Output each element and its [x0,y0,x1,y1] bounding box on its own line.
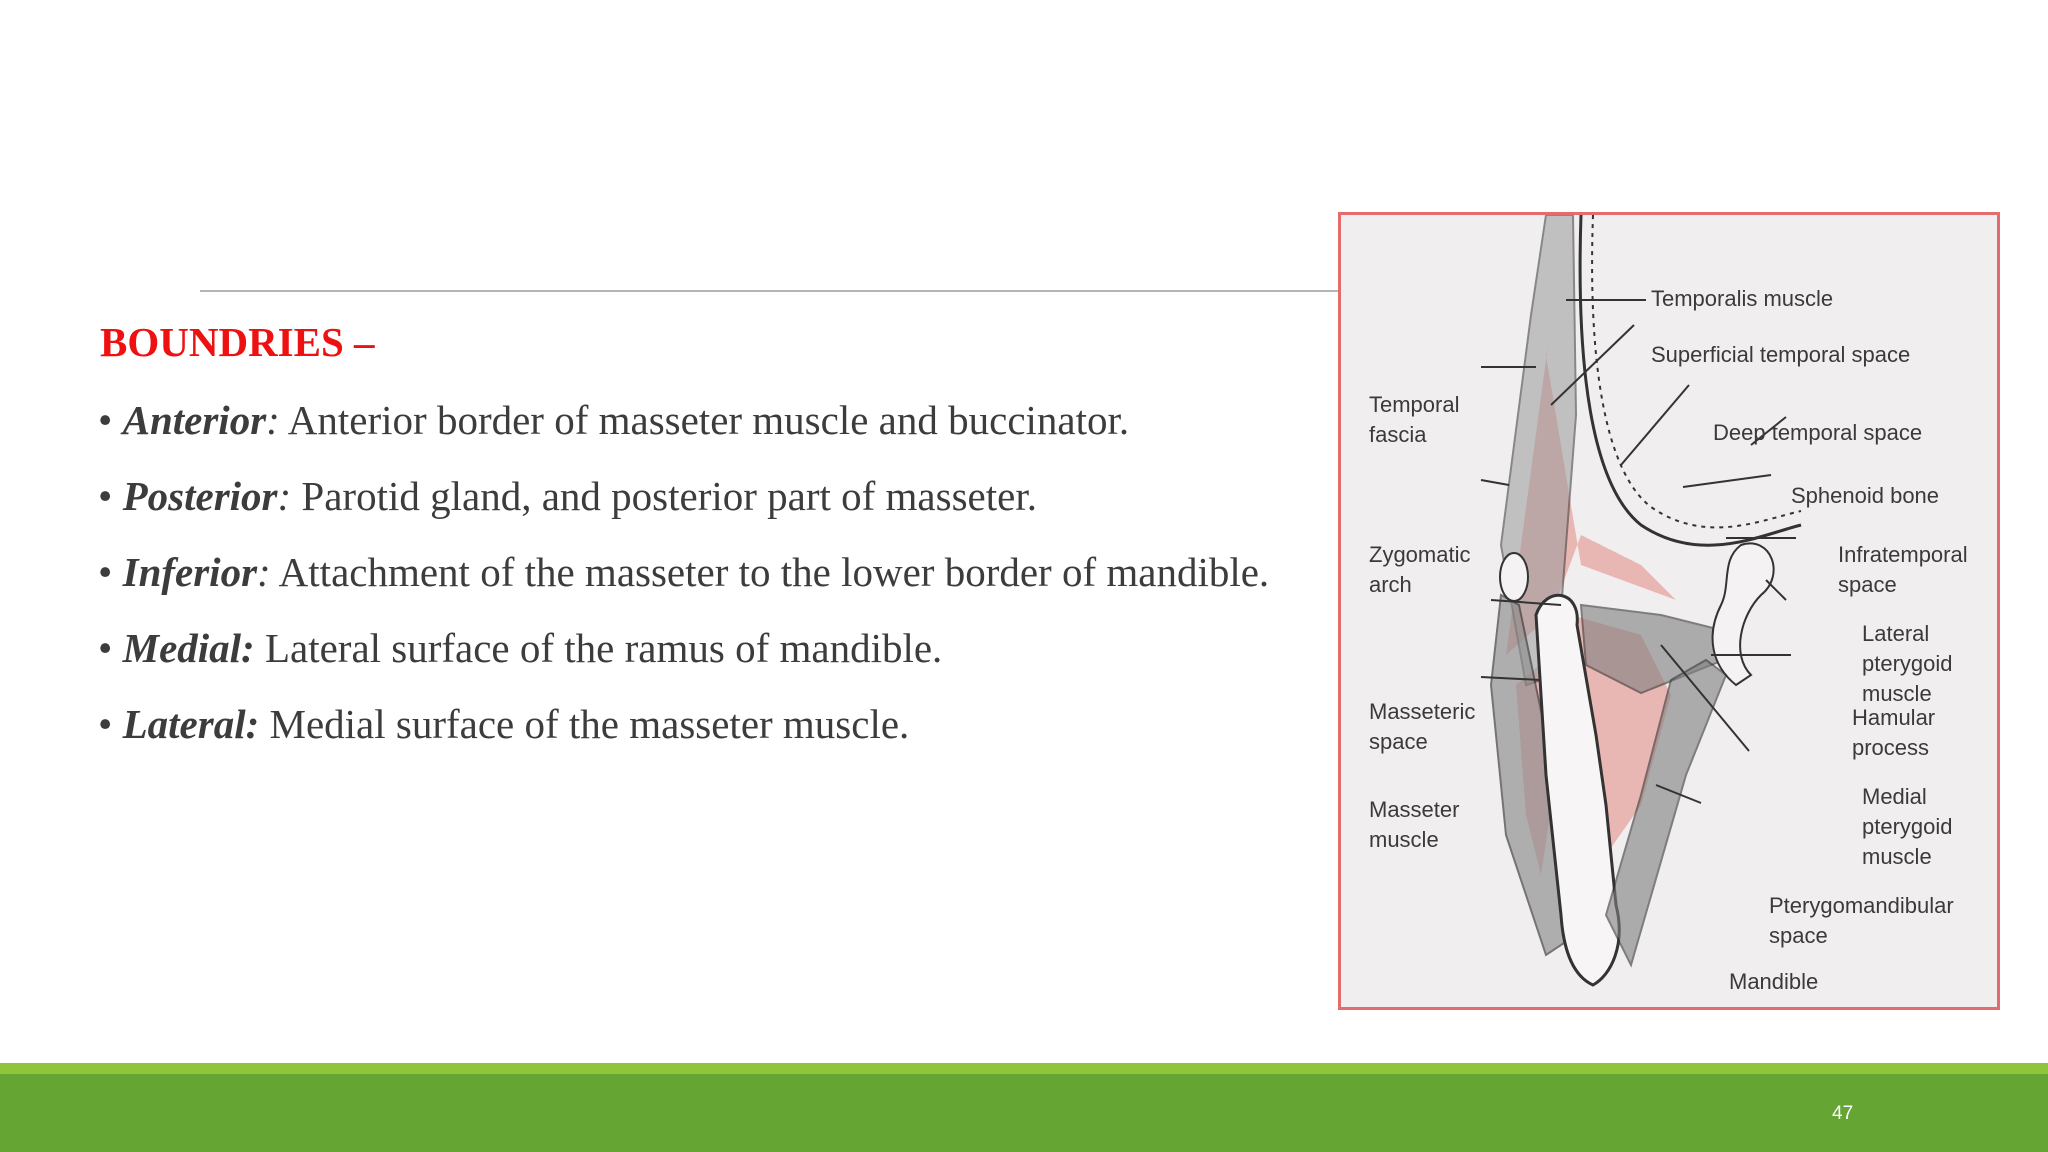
sphenoid-bone-curve-inner [1592,215,1801,527]
leader-infratemporal [1683,475,1771,487]
bullet-separator: : [266,397,280,443]
bullet-marker: • [98,473,123,519]
zygomatic-arch-shape [1500,553,1528,601]
footer-bar [0,1074,2048,1152]
label-superficial-temporal-space: Superficial temporal space [1651,342,1911,367]
label-hamular-process: Hamular process [1852,705,1936,760]
bullet-term: Posterior [122,473,278,519]
bullet-text: Medial surface of the masseter muscle. [259,701,910,747]
bullet-anterior [98,388,1269,464]
pterygoid-plate-shape [1713,543,1774,685]
label-pterygomandibular-space: Pterygomandibular space [1769,893,1954,948]
bullet-marker: • [98,397,123,443]
anatomy-drawing [1341,215,1997,1007]
label-masseteric-space: Masseteric space [1369,699,1476,754]
label-mandible: Mandible [1729,969,1819,994]
bullet-marker: • [98,625,123,671]
bullet-separator: : [277,473,292,519]
label-temporalis-muscle: Temporalis muscle [1651,286,1834,311]
bullet-medial [98,616,1269,692]
label-infratemporal-space: Infratemporal space [1838,542,1968,597]
bullet-text: Attachment of the masseter to the lower border of mandible. [270,549,1270,595]
bullet-term: Inferior [122,549,258,595]
bullet-term: Medial: [122,625,255,671]
page-number: 47 [1832,1103,1854,1124]
bullet-term: Anterior [122,397,267,443]
label-masseter-muscle: Masseter muscle [1369,797,1460,852]
boundaries-list [98,388,1269,768]
footer-accent-strip [0,1063,2048,1074]
label-zygomatic-arch: Zygomatic arch [1369,542,1471,597]
bullet-marker: • [98,549,123,595]
bullet-posterior [98,464,1269,540]
leader-hamular [1766,580,1786,600]
bullet-text: Parotid gland, and posterior part of masseter. [291,473,1037,519]
bullet-inferior [98,540,1269,616]
title-divider [200,290,1340,292]
sphenoid-bone-curve [1580,215,1801,545]
bullet-term: Lateral: [122,701,260,747]
bullet-separator: : [257,549,271,595]
bullet-lateral [98,692,1269,768]
leader-zygomatic [1481,480,1509,485]
label-lateral-pterygoid-muscle: Lateral pterygoid muscle [1862,621,1953,706]
bullet-text: Lateral surface of the ramus of mandible. [254,625,943,671]
label-sphenoid-bone: Sphenoid bone [1791,483,1940,508]
label-temporal-fascia: Temporal fascia [1369,392,1460,447]
slide-heading: BOUNDRIES – [100,319,375,365]
anatomy-figure [1338,212,2000,1010]
leader-deep-temporal [1621,385,1689,465]
label-medial-pterygoid-muscle: Medial pterygoid muscle [1862,784,1953,869]
label-deep-temporal-space: Deep temporal space [1713,420,1923,445]
bullet-marker: • [98,701,123,747]
bullet-text: Anterior border of masseter muscle and buccinator. [279,397,1130,443]
